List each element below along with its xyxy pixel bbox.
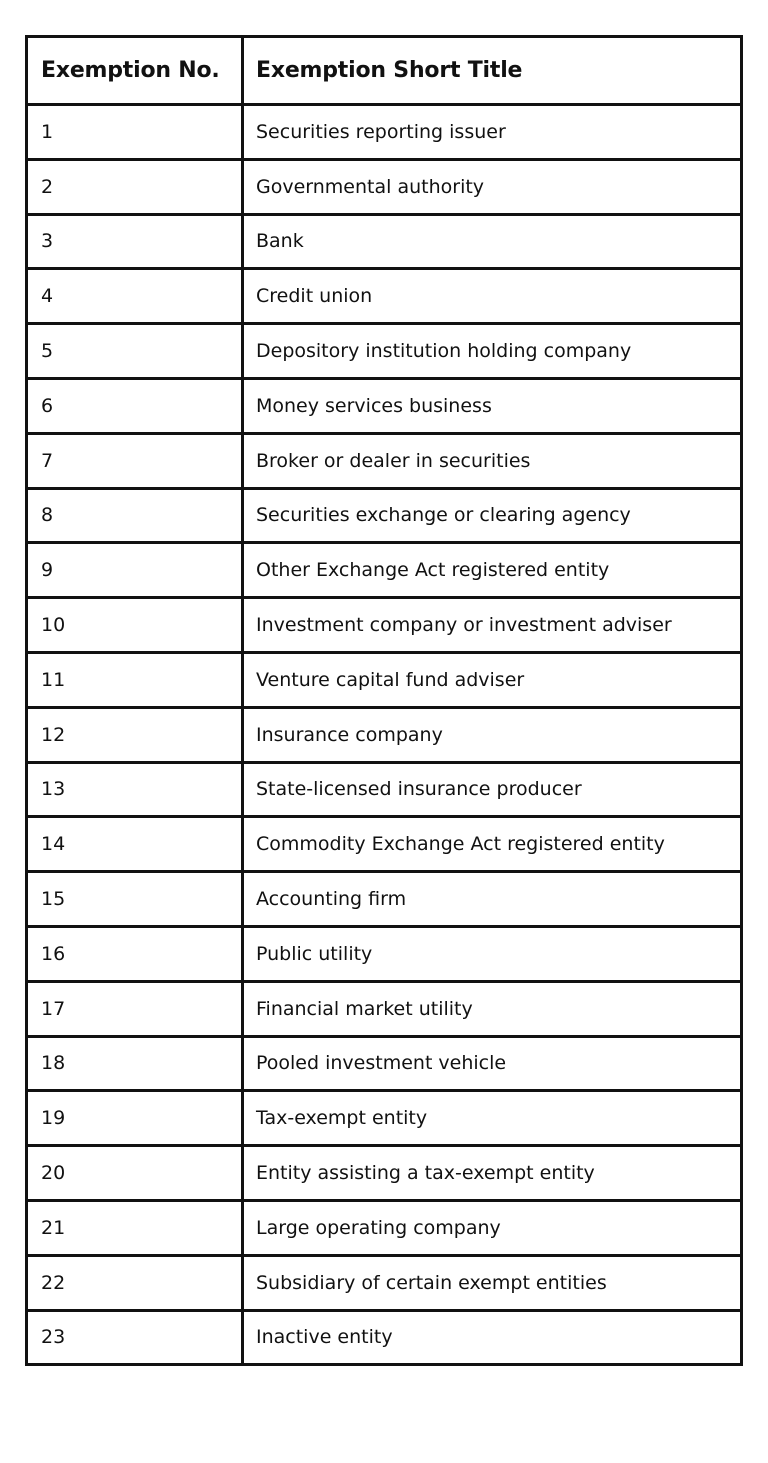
exemption-title-cell: Subsidiary of certain exempt entities: [243, 1255, 742, 1310]
exemption-number-cell: 6: [27, 378, 243, 433]
exemption-number-cell: 16: [27, 926, 243, 981]
exemption-number-cell: 10: [27, 598, 243, 653]
exemption-number-cell: 13: [27, 762, 243, 817]
exemption-number-cell: 4: [27, 269, 243, 324]
exemption-title-cell: Large operating company: [243, 1200, 742, 1255]
exemption-number-cell: 11: [27, 652, 243, 707]
exemption-title-cell: Inactive entity: [243, 1310, 742, 1365]
exemption-title-cell: Broker or dealer in securities: [243, 433, 742, 488]
table-row: [27, 762, 742, 817]
table-row: [27, 1036, 742, 1091]
table-row: [27, 1091, 742, 1146]
exemption-title-cell: Depository institution holding company: [243, 324, 742, 379]
exemption-number-cell: 2: [27, 159, 243, 214]
exemption-number-cell: 15: [27, 872, 243, 927]
exemption-title-cell: Securities exchange or clearing agency: [243, 488, 742, 543]
exemption-number-cell: 7: [27, 433, 243, 488]
exemption-number-cell: 3: [27, 214, 243, 269]
exemption-title-cell: Bank: [243, 214, 742, 269]
exemption-number-cell: 12: [27, 707, 243, 762]
table-row: [27, 214, 742, 269]
table-row: [27, 269, 742, 324]
exemption-number-cell: 22: [27, 1255, 243, 1310]
exemption-title-cell: Other Exchange Act registered entity: [243, 543, 742, 598]
table-row: [27, 707, 742, 762]
exemption-title-cell: Commodity Exchange Act registered entity: [243, 817, 742, 872]
table-row: [27, 652, 742, 707]
exemption-number-cell: 14: [27, 817, 243, 872]
exemption-number-cell: 19: [27, 1091, 243, 1146]
exemption-number-cell: 23: [27, 1310, 243, 1365]
exemption-number-cell: 1: [27, 105, 243, 160]
exemption-number-cell: 20: [27, 1146, 243, 1201]
exemption-number-cell: 21: [27, 1200, 243, 1255]
exemption-title-cell: Tax-exempt entity: [243, 1091, 742, 1146]
table-row: [27, 159, 742, 214]
table-row: [27, 1146, 742, 1201]
exemption-title-cell: Securities reporting issuer: [243, 105, 742, 160]
exemption-number-cell: 8: [27, 488, 243, 543]
table-row: [27, 488, 742, 543]
table-row: [27, 105, 742, 160]
exemption-number-cell: 9: [27, 543, 243, 598]
exemption-title-cell: Investment company or investment adviser: [243, 598, 742, 653]
header-exemption-number: Exemption No.: [27, 37, 243, 105]
exemptions-table: [25, 35, 743, 1366]
exemption-number-cell: 18: [27, 1036, 243, 1091]
table-row: [27, 817, 742, 872]
table-row: [27, 1310, 742, 1365]
exemption-title-cell: Money services business: [243, 378, 742, 433]
table-row: [27, 324, 742, 379]
table-row: [27, 433, 742, 488]
exemption-number-cell: 17: [27, 981, 243, 1036]
exemption-title-cell: Venture capital fund adviser: [243, 652, 742, 707]
table-row: [27, 378, 742, 433]
exemption-title-cell: State-licensed insurance producer: [243, 762, 742, 817]
table-row: [27, 543, 742, 598]
table-header: [27, 37, 742, 105]
header-exemption-short-title: Exemption Short Title: [243, 37, 742, 105]
exemption-title-cell: Financial market utility: [243, 981, 742, 1036]
exemption-title-cell: Accounting firm: [243, 872, 742, 927]
table-row: [27, 872, 742, 927]
exemption-title-cell: Insurance company: [243, 707, 742, 762]
header-row: [27, 37, 742, 105]
exemption-title-cell: Public utility: [243, 926, 742, 981]
exemption-title-cell: Governmental authority: [243, 159, 742, 214]
table-body: [27, 105, 742, 1365]
exemption-title-cell: Pooled investment vehicle: [243, 1036, 742, 1091]
exemption-title-cell: Credit union: [243, 269, 742, 324]
exemption-title-cell: Entity assisting a tax-exempt entity: [243, 1146, 742, 1201]
table-row: [27, 598, 742, 653]
table-row: [27, 981, 742, 1036]
table-row: [27, 1200, 742, 1255]
table-row: [27, 1255, 742, 1310]
exemption-number-cell: 5: [27, 324, 243, 379]
table-row: [27, 926, 742, 981]
